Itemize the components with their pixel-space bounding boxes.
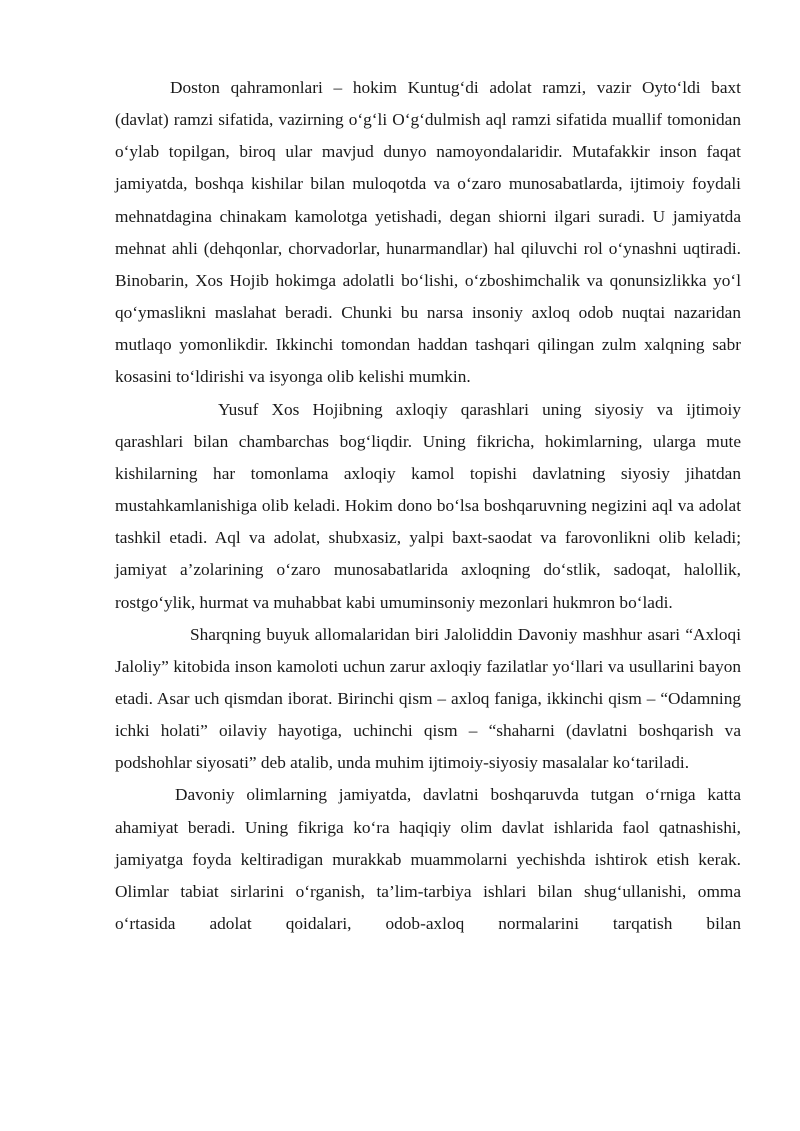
document-page (115, 72, 741, 940)
paragraph-kuntugdi: Doston qahramonlari – hokim Kuntug‘di adolat ramzi, vazir Oyto‘ldi baxt (davlat) ramzi sifatida, vazirning o‘g‘li O‘g‘dulmish aql ramzi sifatida muallif tomonidan o‘ylab topilgan, biroq ular mavjud dunyo namoyondalaridir. Mutafakkir inson faqat jamiyatda, boshqa kishilar bilan muloqotda va o‘zaro munosabatlarda, ijtimoiy foydali mehnatdagina chinakam kamolotga yetishadi, degan shiorni ilgari suradi. U jamiyatda mehnat ahli (dehqonlar, chorvadorlar, hunarmandlar) hal qiluvchi rol o‘ynashni uqtiradi. Binobarin, Xos Hojib hokimga adolatli bo‘lishi, o‘zboshimchalik va qonunsizlikka yo‘l qo‘ymaslikni maslahat beradi. Chunki bu narsa insoniy axloq odob nuqtai nazaridan mutlaqo yomonlikdir. Ikkinchi tomondan haddan tashqari qilingan zulm xalqning sabr kosasini to‘ldirishi va isyonga olib kelishi mumkin. (115, 78, 741, 387)
paragraph-davoniy-olimlar: Davoniy olimlarning jamiyatda, davlatni boshqaruvda tutgan o‘rniga katta ahamiyat beradi. Uning fikriga ko‘ra haqiqiy olim davlat ishlarida faol qatnashishi, jamiyatga foyda keltiradigan murakkab muammolarni yechishda ishtirok etish kerak. Olimlar tabiat sirlarini o‘rganish, ta’lim-tarbiya ishlari bilan shug‘ullanishi, omma o‘rtasida adolat qoidalari, odob-axloq normalarini tarqatish bilan (115, 785, 741, 934)
paragraph-yusuf-xos-hojib: Yusuf Xos Hojibning axloqiy qarashlari uning siyosiy va ijtimoiy qarashlari bilan chambarchas bog‘liqdir. Uning fikricha, hokimlarning, ularga mute kishilarning har tomonlama axloqiy kamol topishi davlatning siyosiy jihatdan mustahkamlanishiga olib keladi. Hokim dono bo‘lsa boshqaruvning negizini aql va adolat tashkil etadi. Aql va adolat, shubxasiz, yalpi baxt-saodat va farovonlikni olib keladi; jamiyat a’zolarining o‘zaro munosabatlarida axloqning do‘stlik, sadoqat, halollik, rostgo‘ylik, hurmat va muhabbat kabi umuminsoniy mezonlari hukmron bo‘ladi. (115, 399, 741, 612)
paragraph-davoniy-axloqi-jaloliy: Sharqning buyuk allomalaridan biri Jaloliddin Davoniy mashhur asari “Axloqi Jaloliy” kitobida inson kamoloti uchun zarur axloqiy fazilatlar yo‘llari va usullarini bayon etadi. Asar uch qismdan iborat. Birinchi qism – axloq faniga, ikkinchi qism – “Odamning ichki holati” oilaviy hayotiga, uchinchi qism – “shaharni (davlatni boshqarish va podshohlar siyosati” deb atalib, unda muhim ijtimoiy-siyosiy masalalar ko‘tariladi. (115, 624, 741, 773)
